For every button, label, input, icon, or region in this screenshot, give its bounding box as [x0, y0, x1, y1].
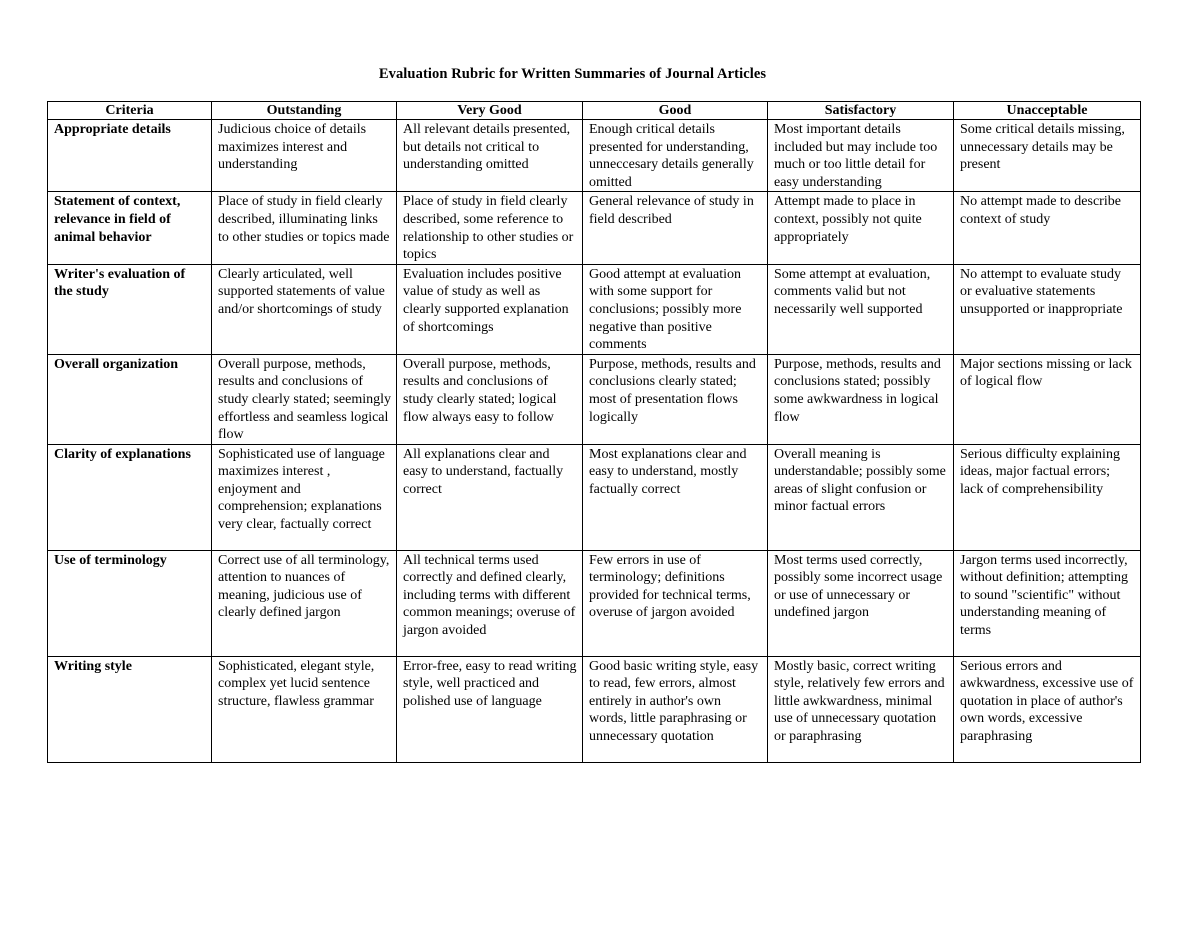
- table-row: [48, 550, 1141, 656]
- rubric-cell: Purpose, methods, results and conclusions clearly stated; most of presentation flows logically: [583, 354, 768, 444]
- header-good: Good: [583, 102, 768, 120]
- rubric-cell: Enough critical details presented for understanding, unneccesary details generally omitted: [583, 120, 768, 192]
- rubric-cell: Some critical details missing, unnecessary details may be present: [954, 120, 1141, 192]
- table-row: [48, 264, 1141, 354]
- rubric-cell: Major sections missing or lack of logical flow: [954, 354, 1141, 444]
- criterion-cell: Use of terminology: [48, 550, 212, 656]
- rubric-cell: Mostly basic, correct writing style, relatively few errors and little awkwardness, minimal use of unnecessary quotation or paraphrasing: [768, 656, 954, 762]
- rubric-cell: Most explanations clear and easy to understand, mostly factually correct: [583, 444, 768, 550]
- header-satisfactory: Satisfactory: [768, 102, 954, 120]
- header-unacceptable: Unacceptable: [954, 102, 1141, 120]
- rubric-cell: Overall meaning is understandable; possibly some areas of slight confusion or minor factual errors: [768, 444, 954, 550]
- criterion-cell: Writing style: [48, 656, 212, 762]
- rubric-cell: Good attempt at evaluation with some support for conclusions; possibly more negative than positive comments: [583, 264, 768, 354]
- rubric-cell: Jargon terms used incorrectly, without definition; attempting to sound "scientific" without understanding meaning of terms: [954, 550, 1141, 656]
- page-title: Evaluation Rubric for Written Summaries of Journal Articles: [378, 66, 767, 82]
- rubric-cell: No attempt to evaluate study or evaluative statements unsupported or inappropriate: [954, 264, 1141, 354]
- table-row: [48, 120, 1141, 192]
- criterion-cell: Overall organization: [48, 354, 212, 444]
- rubric-cell: All explanations clear and easy to understand, factually correct: [397, 444, 583, 550]
- rubric-cell: Overall purpose, methods, results and conclusions of study clearly stated; seemingly effortless and seamless logical flow: [212, 354, 397, 444]
- rubric-cell: Sophisticated use of language maximizes interest , enjoyment and comprehension; explanations very clear, factually correct: [212, 444, 397, 550]
- rubric-cell: Place of study in field clearly described, some reference to relationship to other studies or topics: [397, 192, 583, 264]
- rubric-cell: Purpose, methods, results and conclusions stated; possibly some awkwardness in logical flow: [768, 354, 954, 444]
- header-row: [48, 102, 1141, 120]
- header-outstanding: Outstanding: [212, 102, 397, 120]
- rubric-cell: Serious errors and awkwardness, excessive use of quotation in place of author's own words, excessive paraphrasing: [954, 656, 1141, 762]
- table-row: [48, 192, 1141, 264]
- header-criteria: Criteria: [48, 102, 212, 120]
- rubric-cell: Clearly articulated, well supported statements of value and/or shortcomings of study: [212, 264, 397, 354]
- rubric-cell: Correct use of all terminology, attention to nuances of meaning, judicious use of clearly defined jargon: [212, 550, 397, 656]
- rubric-cell: Most important details included but may include too much or too little detail for easy understanding: [768, 120, 954, 192]
- table-row: [48, 354, 1141, 444]
- rubric-cell: Attempt made to place in context, possibly not quite appropriately: [768, 192, 954, 264]
- rubric-table: [47, 101, 1141, 763]
- rubric-cell: Sophisticated, elegant style, complex yet lucid sentence structure, flawless grammar: [212, 656, 397, 762]
- rubric-cell: Error-free, easy to read writing style, well practiced and polished use of language: [397, 656, 583, 762]
- rubric-cell: Overall purpose, methods, results and conclusions of study clearly stated; logical flow always easy to follow: [397, 354, 583, 444]
- rubric-cell: No attempt made to describe context of study: [954, 192, 1141, 264]
- table-row: [48, 656, 1141, 762]
- rubric-cell: Serious difficulty explaining ideas, major factual errors; lack of comprehensibility: [954, 444, 1141, 550]
- rubric-cell: Most terms used correctly, possibly some incorrect usage or use of unnecessary or undefined jargon: [768, 550, 954, 656]
- criterion-cell: Appropriate details: [48, 120, 212, 192]
- rubric-cell: Good basic writing style, easy to read, few errors, almost entirely in author's own words, little paraphrasing or unnecessary quotation: [583, 656, 768, 762]
- rubric-cell: Few errors in use of terminology; definitions provided for technical terms, overuse of jargon avoided: [583, 550, 768, 656]
- criterion-cell: Writer's evaluation of the study: [48, 264, 212, 354]
- rubric-cell: General relevance of study in field described: [583, 192, 768, 264]
- rubric-cell: Place of study in field clearly described, illuminating links to other studies or topics made: [212, 192, 397, 264]
- criterion-cell: Clarity of explanations: [48, 444, 212, 550]
- rubric-cell: Some attempt at evaluation, comments valid but not necessarily well supported: [768, 264, 954, 354]
- rubric-cell: All technical terms used correctly and defined clearly, including terms with different common meanings; overuse of jargon avoided: [397, 550, 583, 656]
- rubric-cell: All relevant details presented, but details not critical to understanding omitted: [397, 120, 583, 192]
- table-row: [48, 444, 1141, 550]
- header-very-good: Very Good: [397, 102, 583, 120]
- criterion-cell: Statement of context, relevance in field of animal behavior: [48, 192, 212, 264]
- rubric-cell: Evaluation includes positive value of study as well as clearly supported explanation of shortcomings: [397, 264, 583, 354]
- rubric-cell: Judicious choice of details maximizes interest and understanding: [212, 120, 397, 192]
